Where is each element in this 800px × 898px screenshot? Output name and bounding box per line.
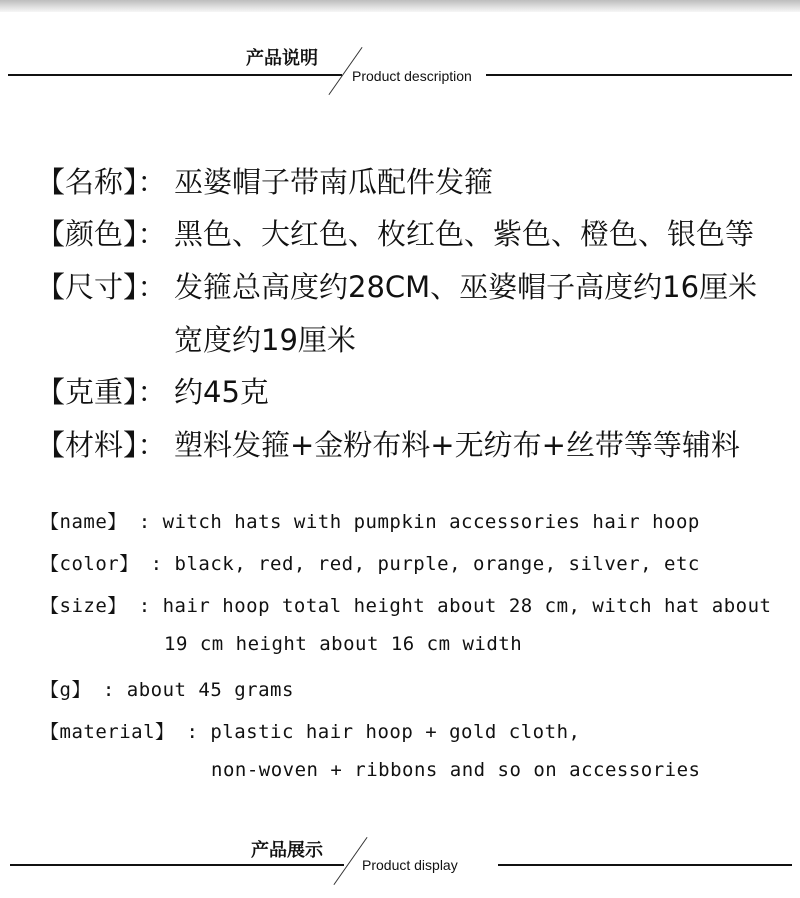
spec-value: 发箍总高度约28CM、巫婆帽子高度约16厘米: [174, 270, 758, 304]
top-gradient-bar: [0, 0, 800, 12]
header-right-line: [486, 74, 792, 76]
header-right-line: [498, 864, 792, 866]
spec-value: : about 45 grams: [90, 679, 294, 701]
spec-label: 【尺寸】：: [36, 270, 167, 304]
spec-weight-en: [40, 675, 294, 702]
spec-label: 【克重】：: [36, 375, 167, 409]
header-title-zh: 产品展示: [251, 840, 323, 861]
spec-value: : black, red, red, purple, orange, silver, etc: [138, 553, 700, 575]
spec-color-zh: [36, 212, 754, 253]
spec-label: 【g】: [40, 679, 91, 701]
spec-value: : hair hoop total height about 28 cm, witch hat about: [126, 595, 772, 617]
spec-value: : witch hats with pumpkin accessories hair hoop: [126, 511, 700, 533]
spec-material-en: [40, 717, 580, 744]
spec-name-en: [40, 507, 700, 534]
spec-label: 【material】: [40, 721, 175, 743]
spec-label: 【size】: [40, 595, 127, 617]
header-left-line: [8, 74, 342, 76]
spec-label: 【材料】：: [36, 428, 167, 462]
spec-value: 黑色、大红色、枚红色、紫色、橙色、银色等: [174, 217, 755, 251]
spec-size-en-continuation: 19 cm height about 16 cm width: [164, 633, 523, 655]
header-title-zh: 产品说明: [246, 48, 318, 69]
product-display-header: [0, 834, 800, 894]
spec-size-zh: [36, 265, 757, 306]
spec-value: : plastic hair hoop + gold cloth,: [174, 721, 581, 743]
spec-name-zh: [36, 160, 493, 201]
spec-label: 【名称】：: [36, 165, 167, 199]
spec-material-zh: [36, 423, 740, 464]
spec-size-en: [40, 591, 771, 618]
spec-value: 巫婆帽子带南瓜配件发箍: [174, 165, 494, 199]
header-title-en: Product description: [352, 68, 472, 84]
header-left-line: [10, 864, 344, 866]
spec-label: 【color】: [40, 553, 139, 575]
spec-value: 塑料发箍+金粉布料+无纺布+丝带等等辅料: [174, 428, 740, 462]
header-title-en: Product display: [362, 857, 458, 873]
spec-label: 【颜色】：: [36, 217, 167, 251]
spec-color-en: [40, 549, 700, 576]
spec-size-zh-continuation: 宽度约19厘米: [174, 323, 356, 357]
product-description-header: [0, 44, 800, 104]
spec-value: 约45克: [174, 375, 269, 409]
spec-weight-zh: [36, 370, 269, 411]
spec-label: 【name】: [40, 511, 127, 533]
spec-material-en-continuation: non-woven + ribbons and so on accessories: [211, 759, 701, 781]
